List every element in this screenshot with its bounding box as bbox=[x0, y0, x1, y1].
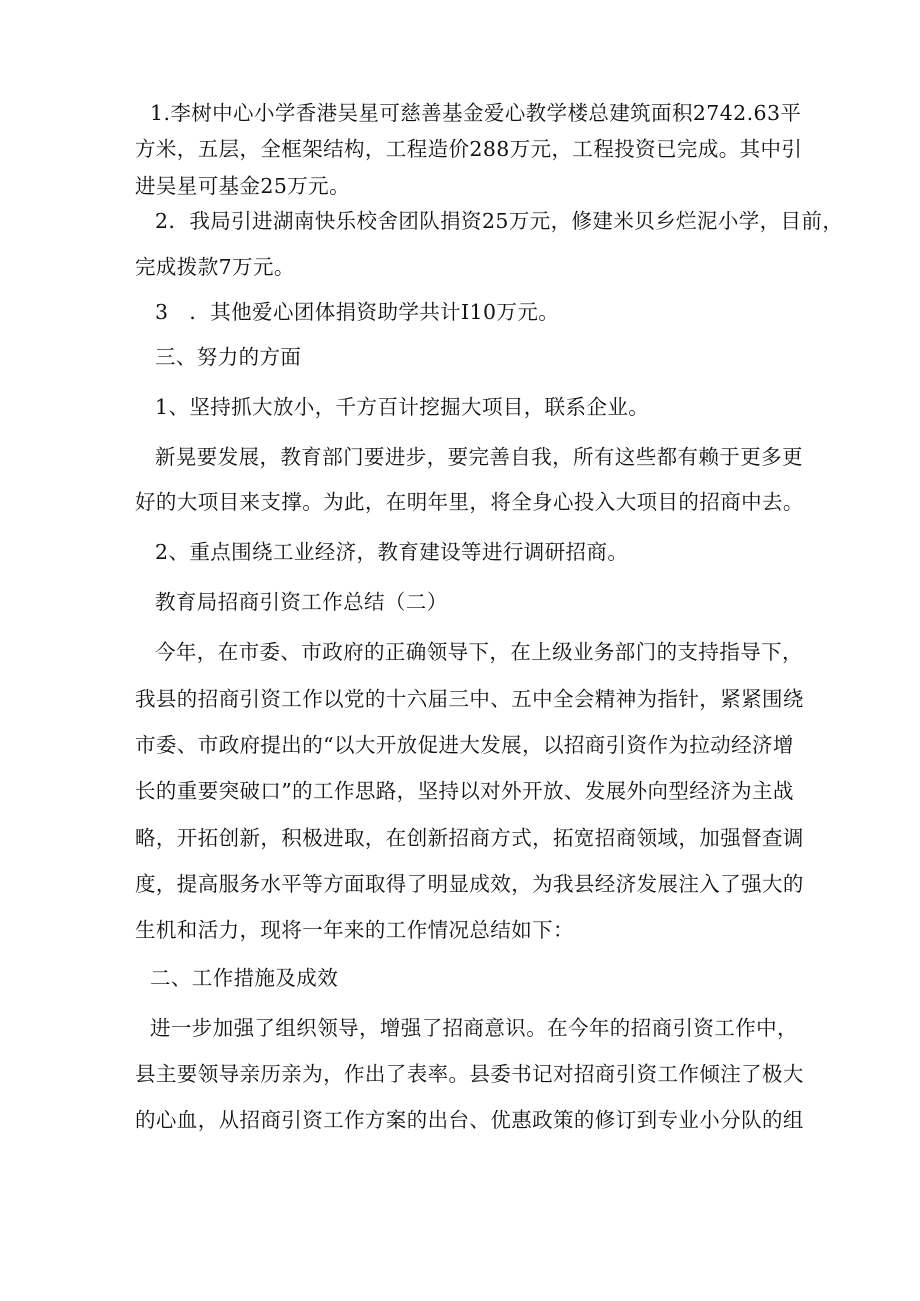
paragraph-line: 略，开拓创新，积极进取，在创新招商方式，拓宽招商领域，加强督查调 bbox=[135, 826, 804, 850]
section-heading: 三、努力的方面 bbox=[155, 345, 302, 369]
paragraph-line: 新晃要发展，教育部门要进步，要完善自我，所有这些都有赖于更多更 bbox=[155, 445, 803, 469]
paragraph-line: 完成拨款7万元。 bbox=[135, 255, 295, 279]
paragraph-line: 我县的招商引资工作以党的十六届三中、五中全会精神为指针，紧紧围绕 bbox=[135, 687, 804, 711]
paragraph-line: 县主要领导亲历亲为，作出了表率。县委书记对招商引资工作倾注了极大 bbox=[135, 1062, 804, 1086]
paragraph-line: 2、重点围绕工业经济，教育建设等进行调研招商。 bbox=[155, 540, 629, 564]
paragraph-line: 今年，在市委、市政府的正确领导下，在上级业务部门的支持指导下， bbox=[155, 640, 803, 664]
paragraph-line: 进一步加强了组织领导，增强了招商意识。在今年的招商引资工作中， bbox=[150, 1016, 798, 1040]
paragraph-line: 方米，五层，全框架结构，工程造价288万元，工程投资已完成。其中引 bbox=[135, 137, 803, 161]
paragraph-line: 进吴星可基金25万元。 bbox=[135, 174, 350, 198]
section-heading: 二、工作措施及成效 bbox=[150, 966, 339, 990]
paragraph-line: 1.李树中心小学香港吴星可慈善基金爱心教学楼总建筑面积2742.63平 bbox=[150, 101, 802, 125]
paragraph-line: 的心血，从招商引资工作方案的出台、优惠政策的修订到专业小分队的组 bbox=[135, 1108, 804, 1132]
paragraph-line: 生机和活力，现将一年来的工作情况总结如下： bbox=[135, 918, 574, 942]
paragraph-line: 度，提高服务水平等方面取得了明显成效，为我县经济发展注入了强大的 bbox=[135, 872, 804, 896]
paragraph-line: 1、坚持抓大放小，千方百计挖掘大项目，联系企业。 bbox=[155, 395, 650, 419]
paragraph-line: 长的重要突破口”的工作思路，坚持以对外开放、发展外向型经济为主战 bbox=[135, 779, 794, 803]
paragraph-line: 好的大项目来支撑。为此，在明年里，将全身心投入大项目的招商中去。 bbox=[135, 490, 804, 514]
paragraph-line: 2．我局引进湖南快乐校舍团队捐资25万元，修建米贝乡烂泥小学，目前， bbox=[155, 209, 844, 233]
paragraph-line: 市委、市政府提出的“以大开放促进大发展，以招商引资作为拉动经济增 bbox=[135, 733, 794, 757]
paragraph-line: 3 ．其他爱心团体捐资助学共计I10万元。 bbox=[155, 300, 560, 324]
subtitle: 教育局招商引资工作总结（二） bbox=[155, 590, 448, 614]
